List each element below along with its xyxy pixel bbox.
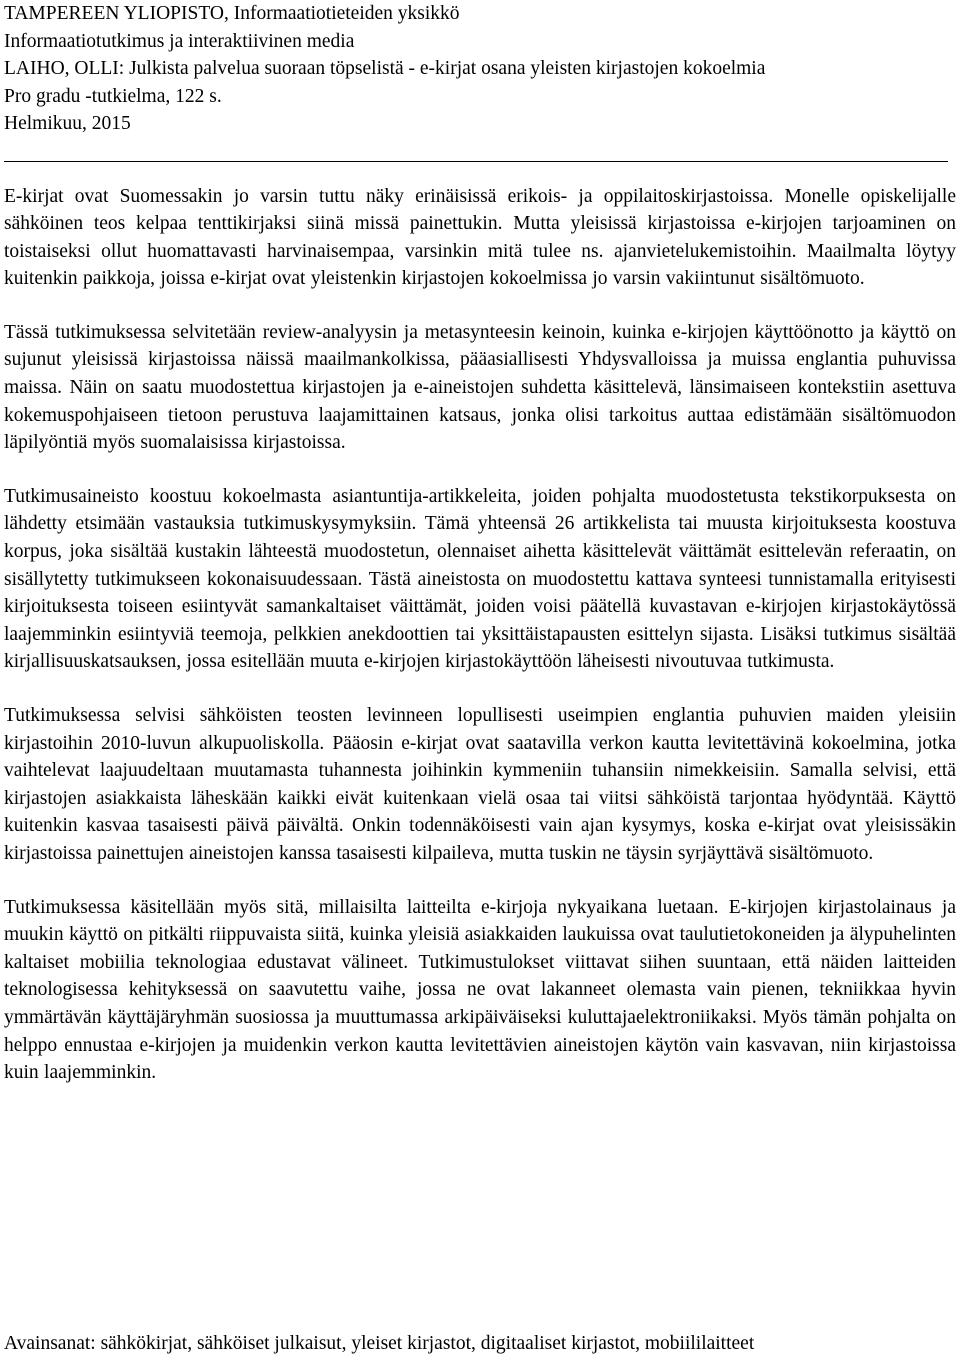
header-divider	[4, 161, 948, 162]
document-header	[4, 0, 956, 138]
abstract-body	[4, 183, 956, 1087]
abstract-paragraph: E-kirjat ovat Suomessakin jo varsin tuttu näky erinäisissä erikois- ja oppilaitoskirjastoissa. Monelle opiskelijalle sähköinen teos kelpaa tenttikirjaksi siinä missä painettukin. Mutta yleisissä kirjastoissa e-kirjojen tarjoaminen on toistaiseksi ollut huomattavasti harvinaisempaa, varsinkin mitä tulee ns. ajanvietelukemistoihin. Maailmalta löytyy kuitenkin paikkoja, joissa e-kirjat ovat yleistenkin kirjastojen kokoelmissa jo varsin vakiintunut sisältömuoto.	[4, 185, 956, 290]
thesis-type-line: Pro gradu -tutkielma, 122 s.	[4, 85, 222, 107]
author-title-line: LAIHO, OLLI: Julkista palvelua suoraan töpselistä - e-kirjat osana yleisten kirjastojen kokoelmia	[4, 58, 766, 79]
university-line: TAMPEREEN YLIOPISTO, Informaatiotieteiden yksikkö	[4, 3, 460, 24]
abstract-paragraph: Tässä tutkimuksessa selvitetään review-analyysin ja metasynteesin keinoin, kuinka e-kirjojen käyttöönotto ja käyttö on sujunut yleisissä kirjastoissa näissä maailmankolkissa, pääasiallisesti Yhdysvalloissa ja muissa englantia puhuvissa maissa. Näin on saatu muodostettua kirjastojen ja e-aineistojen suhdetta käsittelevä, länsimaiseen kontekstiin asettuva kokemuspohjaiseen tietoon perustuva laajamittainen katsaus, jonka olisi tarkoitus auttaa edistämään sisältömuodon läpilyöntiä myös suomalaisissa kirjastoissa.	[4, 321, 956, 454]
abstract-paragraph: Tutkimuksessa selvisi sähköisten teosten levinneen lopullisesti useimpien englantia puhuvien maiden yleisiin kirjastoihin 2010-luvun alkupuoliskolla. Pääosin e-kirjat ovat saatavilla verkon kautta levitettävinä kokoelmina, jotka vaihtelevat laajuudeltaan muutamasta tuhannesta joihinkin kymmeniin tuhansiin nimekkeisiin. Samalla selvisi, että kirjastojen asiakkaista läheskään kaikki eivät kuitenkaan vielä osaa tai viitsi sähköistä tarjontaa hyödyntää. Käyttö kuitenkin kasvaa tasaisesti päivä päivältä. Onkin todennäköisesti vain ajan kysymys, koska e-kirjat ovat yleisissäkin kirjastoissa painettujen aineistojen kanssa tasaisesti kilpaileva, mutta tuskin ne täysin syrjäyttävä sisältömuoto.	[4, 705, 956, 864]
programme-line: Informaatiotutkimus ja interaktiivinen media	[4, 30, 355, 52]
abstract-paragraph: Tutkimusaineisto koostuu kokoelmasta asiantuntija-artikkeleita, joiden pohjalta muodostetusta tekstikorpuksesta on lähdetty etsimään vastauksia tutkimuskysymyksiin. Tämä yhteensä 26 artikkelista tai muusta kirjoituksesta koostuva korpus, joka sisältää kustakin lähteestä muodostetun, olennaiset aihetta käsittelevät väittämät esittelevän referaatin, on sisällytetty tutkimukseen kokonaisuudessaan. Tästä aineistosta on muodostettu kattava synteesi tunnistamalla erityisesti kirjoituksesta toiseen esiintyvät samankaltaiset väittämät, joiden voisi päätellä kuvastavan e-kirjojen kirjastokäytössä laajemminkin esiintyviä teemoja, pelkkien anekdoottien tai yksittäistapausten esittelyn sijasta. Lisäksi tutkimus sisältää kirjallisuuskatsauksen, jossa esitellään muuta e-kirjojen kirjastokäyttöön läheisesti nivoutuvaa tutkimusta.	[4, 485, 956, 673]
document-page	[4, 0, 956, 1354]
date-line: Helmikuu, 2015	[4, 113, 131, 134]
abstract-paragraph: Tutkimuksessa käsitellään myös sitä, millaisilta laitteilta e-kirjoja nykyaikana luetaan. E-kirjojen kirjastolainaus ja muukin käyttö on pitkälti riippuvaista siitä, kuinka yleisiä asiakkaiden laukuissa ovat taulutietokoneiden ja älypuhelinten kaltaiset mobiilia teknologiaa edustavat välineet. Tutkimustulokset viittavat siihen suuntaan, että näiden laitteiden teknologisessa kehityksessä on saavutettu vaihe, jossa ne ovat lakanneet olemasta vain pienen, tekniikkaa hyvin ymmärtävän käyttäjäryhmän suosiossa ja muuttumassa arkipäiväiseksi kuluttajaelektroniikaksi. Myös tämän pohjalta on helppo ennustaa e-kirjojen ja muidenkin verkon kautta levitettävien aineistojen käytön vain kasvavan, niin kirjastoissa kuin laajemminkin.	[4, 896, 956, 1084]
keywords-line: Avainsanat: sähkökirjat, sähköiset julkaisut, yleiset kirjastot, digitaaliset kirjastot, mobiililaitteet	[4, 1333, 755, 1354]
